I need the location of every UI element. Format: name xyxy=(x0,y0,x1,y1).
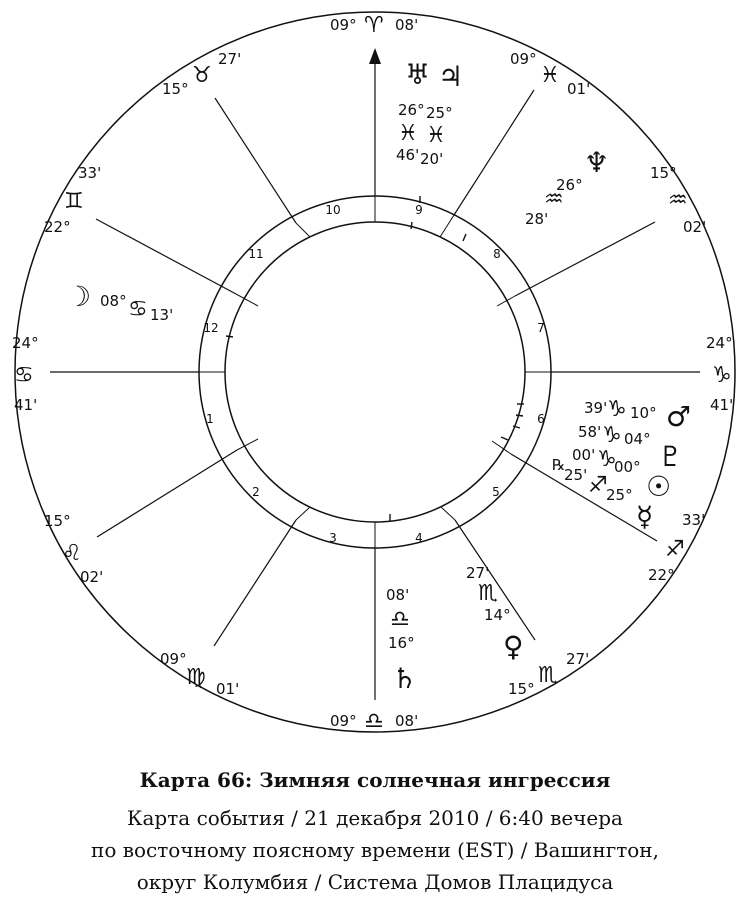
planet-uranus-jupiter xyxy=(396,58,463,168)
moon-icon: ☽ xyxy=(66,280,92,313)
planet-moon xyxy=(66,280,173,324)
pluto-icon: ♇ xyxy=(658,440,684,473)
ic-minute: 08' xyxy=(395,712,419,730)
planet-neptune xyxy=(525,146,609,228)
dsc-minute: 41' xyxy=(710,396,734,414)
mars-degree: 10° xyxy=(630,404,657,422)
venus-minute: 27' xyxy=(466,564,490,582)
mc-minute: 08' xyxy=(395,16,419,34)
pluto-minute: 58' xyxy=(578,423,602,441)
chart-caption-title: Карта 66: Зимняя солнечная ингрессия xyxy=(139,768,611,792)
jupiter-sign-icon: ♓ xyxy=(426,123,446,148)
mercury-minute: 25' xyxy=(564,466,588,484)
neptune-degree: 26° xyxy=(556,176,583,194)
house-numbers xyxy=(203,203,544,545)
house-number-5: 5 xyxy=(492,485,500,499)
saturn-sign-icon: ♎ xyxy=(390,607,410,632)
planet-saturn xyxy=(386,586,417,695)
venus-icon: ♀ xyxy=(503,630,524,663)
cusp12-sign-icon: ♒ xyxy=(668,188,688,213)
ic-degree: 09° xyxy=(330,712,357,730)
mercury-sign-icon: ♐ xyxy=(588,473,608,498)
house-number-8: 8 xyxy=(493,247,501,261)
dsc-sign-icon: ♑ xyxy=(712,363,732,388)
asc-sign-icon: ♋ xyxy=(14,363,34,388)
mc-sign-icon: ♈ xyxy=(364,13,384,38)
dsc-degree: 24° xyxy=(706,334,733,352)
cusp5b-degree: 15° xyxy=(44,512,71,530)
venus-sign-icon: ♏ xyxy=(478,581,498,606)
pluto-sign-icon: ♑ xyxy=(602,423,622,448)
uranus-minute: 46' xyxy=(396,146,420,164)
cusp3b-minute: 27' xyxy=(566,650,590,668)
cusp7b-sign-icon: ♉ xyxy=(192,63,212,88)
sun-icon: ☉ xyxy=(646,470,672,503)
cusp2b-sign-icon: ♐ xyxy=(665,537,685,562)
mars-sign-icon: ♑ xyxy=(607,397,627,422)
mercury-icon: ☿ xyxy=(636,500,654,533)
ic-sign-icon: ♎ xyxy=(364,709,384,734)
jupiter-minute: 20' xyxy=(420,150,444,168)
house-number-4: 4 xyxy=(415,531,423,545)
mc-arrow xyxy=(369,48,381,64)
cusp11-minute: 01' xyxy=(567,80,591,98)
inner-ring xyxy=(225,222,525,522)
cusp7b-degree: 15° xyxy=(162,80,189,98)
pluto-degree: 04° xyxy=(624,430,651,448)
mars-minute: 39' xyxy=(584,399,608,417)
chart-caption-line-2: по восточному поясному времени (EST) / Вашингтон, xyxy=(90,838,659,862)
cusp3b-degree: 15° xyxy=(508,680,535,698)
cusp4b-degree: 09° xyxy=(160,650,187,668)
house-number-11: 11 xyxy=(248,247,264,261)
asc-minute: 41' xyxy=(14,396,38,414)
cusp7b-minute: 27' xyxy=(218,50,242,68)
planet-ticks xyxy=(226,196,524,521)
venus-degree: 14° xyxy=(484,606,511,624)
moon-degree: 08° xyxy=(100,292,127,310)
moon-minute: 13' xyxy=(150,306,174,324)
cusp5b-sign-icon: ♌ xyxy=(62,541,82,566)
neptune-sign-icon: ♒ xyxy=(544,187,564,212)
asc-degree: 24° xyxy=(12,334,39,352)
cusp4b-minute: 01' xyxy=(216,680,240,698)
house-number-10: 10 xyxy=(325,203,341,217)
jupiter-degree: 25° xyxy=(426,104,453,122)
cusp2b-degree: 22° xyxy=(648,566,675,584)
house-number-1: 1 xyxy=(206,412,214,426)
house-number-12: 12 xyxy=(203,321,219,335)
cusp6b-degree: 22° xyxy=(44,218,71,236)
uranus-sign-icon: ♓ xyxy=(398,121,418,146)
mars-icon: ♂ xyxy=(666,400,692,433)
house-number-6: 6 xyxy=(537,412,545,426)
mc-degree: 09° xyxy=(330,16,357,34)
sun-minute: 00' xyxy=(572,446,596,464)
chart-caption-line-1: Карта события / 21 декабря 2010 / 6:40 вечера xyxy=(127,806,623,830)
moon-sign-icon: ♋ xyxy=(128,297,148,322)
chart-caption-line-3: округ Колумбия / Система Домов Плацидуса xyxy=(136,870,614,894)
cusp4b-sign-icon: ♍ xyxy=(186,665,206,690)
mercury-degree: 25° xyxy=(606,486,633,504)
uranus-icon: ♅ xyxy=(405,58,431,91)
cusp2b-minute: 33' xyxy=(682,511,706,529)
mercury-retrograde: ℞ xyxy=(552,456,566,474)
cusp12-degree: 15° xyxy=(650,164,677,182)
jupiter-icon: ♃ xyxy=(438,60,464,93)
neptune-minute: 28' xyxy=(525,210,549,228)
neptune-icon: ♆ xyxy=(584,146,610,179)
saturn-degree: 16° xyxy=(388,634,415,652)
cusp11-degree: 09° xyxy=(510,50,537,68)
sun-sign-icon: ♑ xyxy=(597,447,617,472)
house-number-7: 7 xyxy=(537,321,545,335)
planet-cluster-capricorn xyxy=(552,397,691,533)
saturn-minute: 08' xyxy=(386,586,410,604)
cusp6b-minute: 33' xyxy=(78,164,102,182)
house-number-3: 3 xyxy=(329,531,337,545)
cusp5b-minute: 02' xyxy=(80,568,104,586)
house-number-2: 2 xyxy=(252,485,260,499)
cusp11-sign-icon: ♓ xyxy=(540,63,560,88)
sun-degree: 00° xyxy=(614,458,641,476)
uranus-degree: 26° xyxy=(398,101,425,119)
cusp3b-sign-icon: ♏ xyxy=(538,663,558,688)
cusp6b-sign-icon: ♊ xyxy=(64,189,84,214)
house-number-9: 9 xyxy=(415,203,423,217)
saturn-icon: ♄ xyxy=(392,662,418,695)
cusp12-minute: 02' xyxy=(683,218,707,236)
